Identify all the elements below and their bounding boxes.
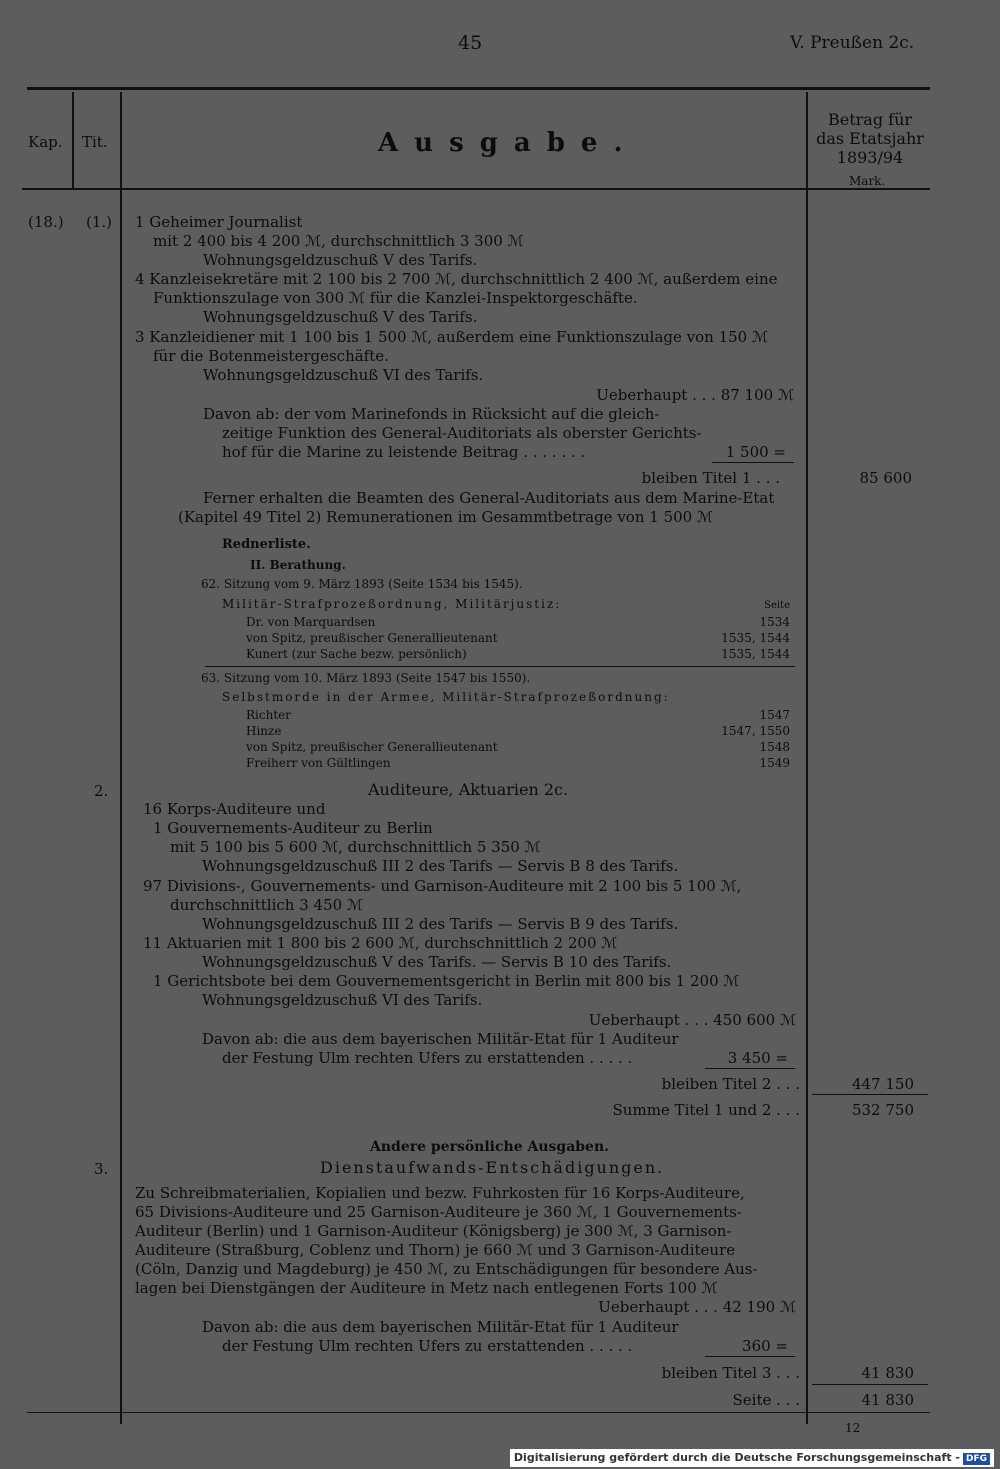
speaker-name: Dr. von Marquardsen xyxy=(246,615,376,629)
text-line: mit 5 100 bis 5 600 ℳ, durchschnittlich 5 350 ℳ xyxy=(170,838,541,856)
column-divider-kap xyxy=(72,92,74,188)
text-line: Funktionszulage von 300 ℳ für die Kanzlei-Inspektorgeschäfte. xyxy=(153,289,638,307)
bottom-rule xyxy=(27,1412,930,1413)
header-bottom-rule xyxy=(22,188,930,190)
text-line: (Cöln, Danzig und Magdeburg) je 450 ℳ, zu Entschädigungen für besondere Aus- xyxy=(135,1260,758,1278)
rednerliste-title: Rednerliste. xyxy=(222,537,311,552)
text-line: 360 = xyxy=(742,1337,788,1355)
text-line: 1 Gouvernements-Auditeur zu Berlin xyxy=(153,819,433,837)
speaker-name: von Spitz, preußischer Generallieutenant xyxy=(246,631,498,645)
amount-titel-1: 85 600 xyxy=(859,469,912,487)
rednerliste-sitzung-63: 63. Sitzung vom 10. März 1893 (Seite 1547 bis 1550). xyxy=(201,671,531,685)
header-betrag xyxy=(810,110,930,167)
rednerliste-entry xyxy=(246,739,790,755)
speaker-name: Kunert (zur Sache bezw. persönlich) xyxy=(246,647,467,661)
header-tit: Tit. xyxy=(82,133,108,151)
text-line: der Festung Ulm rechten Ufers zu erstattenden . . . . . xyxy=(222,1049,633,1067)
digitization-credit-text: Digitalisierung gefördert durch die Deutsche Forschungsgemeinschaft - xyxy=(513,1451,960,1464)
speaker-pages: 1535, 1544 xyxy=(721,647,790,661)
rule xyxy=(812,1384,928,1385)
rednerliste-entry xyxy=(246,630,790,646)
speaker-pages: 1535, 1544 xyxy=(721,631,790,645)
page-number: 45 xyxy=(458,32,483,54)
section-heading-andere: Andere persönliche Ausgaben. xyxy=(370,1139,610,1155)
text-line: 97 Divisions-, Gouvernements- und Garnison-Auditeure mit 2 100 bis 5 100 ℳ, xyxy=(143,877,742,895)
text-line: Ueberhaupt . . . 87 100 ℳ xyxy=(596,386,794,404)
speaker-name: von Spitz, preußischer Generallieutenant xyxy=(246,740,498,754)
text-line: lagen bei Dienstgängen der Auditeure in Metz nach entlegenen Forts 100 ℳ xyxy=(135,1279,718,1297)
text-line: Wohnungsgeldzuschuß V des Tarifs. xyxy=(203,251,478,269)
text-line: 3 Kanzleidiener mit 1 100 bis 1 500 ℳ, außerdem eine Funktionszulage von 150 ℳ xyxy=(135,328,769,346)
rednerliste-topic-62: Militär-Strafprozeßordnung, Militärjustiz: xyxy=(222,597,562,611)
rule xyxy=(705,1068,795,1069)
rednerliste-entry xyxy=(246,614,790,630)
text-line: Zu Schreibmaterialien, Kopialien und bezw. Fuhrkosten für 16 Korps-Auditeure, xyxy=(135,1184,745,1202)
rednerliste-entry xyxy=(246,755,790,771)
text-line: Wohnungsgeldzuschuß V des Tarifs. — Servis B 10 des Tarifs. xyxy=(202,953,672,971)
header-ausgabe: Ausgabe. xyxy=(378,128,639,158)
text-line: für die Botenmeistergeschäfte. xyxy=(153,347,389,365)
digitization-credit xyxy=(510,1449,994,1467)
text-line: Davon ab: der vom Marinefonds in Rücksicht auf die gleich- xyxy=(203,405,660,423)
text-line: 11 Aktuarien mit 1 800 bis 2 600 ℳ, durchschnittlich 2 200 ℳ xyxy=(143,934,618,952)
speaker-pages: 1547 xyxy=(759,708,790,722)
text-line: 1 Gerichtsbote bei dem Gouvernementsgericht in Berlin mit 800 bis 1 200 ℳ xyxy=(153,972,740,990)
rednerliste-entry xyxy=(246,646,790,662)
text-line: mit 2 400 bis 4 200 ℳ, durchschnittlich 3 300 ℳ xyxy=(153,232,524,250)
tit-2: 2. xyxy=(94,782,109,800)
text-line: Ferner erhalten die Beamten des General-Auditoriats aus dem Marine-Etat xyxy=(203,489,775,507)
text-line: Wohnungsgeldzuschuß III 2 des Tarifs — Servis B 8 des Tarifs. xyxy=(202,857,679,875)
text-line: bleiben Titel 2 . . . xyxy=(661,1075,800,1093)
rule xyxy=(712,462,794,463)
header-betrag-line1: Betrag für xyxy=(827,110,913,129)
text-line: Wohnungsgeldzuschuß V des Tarifs. xyxy=(203,308,478,326)
section-heading-auditeure: Auditeure, Aktuarien 2c. xyxy=(368,780,569,799)
text-line: der Festung Ulm rechten Ufers zu erstattenden . . . . . xyxy=(222,1337,633,1355)
running-title: V. Preußen 2c. xyxy=(790,33,915,53)
speaker-pages: 1547, 1550 xyxy=(721,724,790,738)
rednerliste-beratung: II. Berathung. xyxy=(250,558,346,572)
text-line: hof für die Marine zu leistende Beitrag . . . . . . . xyxy=(222,443,586,461)
rule xyxy=(205,666,795,667)
text-line: 16 Korps-Auditeure und xyxy=(143,800,326,818)
tit-1: (1.) xyxy=(86,213,113,231)
text-line: 4 Kanzleisekretäre mit 2 100 bis 2 700 ℳ, durchschnittlich 2 400 ℳ, außerdem eine xyxy=(135,270,778,288)
text-line: 1 Geheimer Journalist xyxy=(135,213,303,231)
column-divider-betrag xyxy=(806,92,808,1424)
text-line: Wohnungsgeldzuschuß VI des Tarifs. xyxy=(202,991,483,1009)
text-line: Auditeure (Straßburg, Coblenz und Thorn) je 660 ℳ und 3 Garnison-Auditeure xyxy=(135,1241,736,1259)
rednerliste-topic-63: Selbstmorde in der Armee, Militär-Strafprozeßordnung: xyxy=(222,690,670,704)
speaker-pages: 1548 xyxy=(759,740,790,754)
text-line: Ueberhaupt . . . 450 600 ℳ xyxy=(588,1011,796,1029)
text-line: Davon ab: die aus dem bayerischen Militär-Etat für 1 Auditeur xyxy=(202,1318,679,1336)
speaker-name: Freiherr von Gültlingen xyxy=(246,756,391,770)
header-betrag-line2: das Etatsjahr xyxy=(816,129,924,148)
text-line: durchschnittlich 3 450 ℳ xyxy=(170,896,363,914)
tit-3: 3. xyxy=(94,1160,109,1178)
amount-sum-titel-1-2: 532 750 xyxy=(851,1101,914,1119)
rednerliste-entry xyxy=(246,707,790,723)
amount-seite: 41 830 xyxy=(861,1391,914,1409)
text-line: Ueberhaupt . . . 42 190 ℳ xyxy=(598,1298,796,1316)
dfg-logo: DFG xyxy=(963,1453,990,1465)
header-kap: Kap. xyxy=(28,133,63,151)
text-line: 3 450 = xyxy=(727,1049,788,1067)
header-betrag-line3: 1893/94 xyxy=(836,148,904,167)
amount-titel-2: 447 150 xyxy=(851,1075,914,1093)
text-line: 65 Divisions-Auditeure und 25 Garnison-Auditeure je 360 ℳ, 1 Gouvernements- xyxy=(135,1203,742,1221)
rednerliste-seite-label: Seite xyxy=(764,600,790,611)
text-line: 1 500 = xyxy=(725,443,786,461)
text-line: Wohnungsgeldzuschuß VI des Tarifs. xyxy=(203,366,484,384)
text-line: Summe Titel 1 und 2 . . . xyxy=(612,1101,800,1119)
rule xyxy=(705,1356,795,1357)
top-rule xyxy=(27,87,930,90)
kap-value: (18.) xyxy=(28,213,64,231)
rule xyxy=(812,1094,928,1095)
text-line: bleiben Titel 1 . . . xyxy=(641,469,780,487)
text-line: (Kapitel 49 Titel 2) Remunerationen im Gesammtbetrage von 1 500 ℳ xyxy=(178,508,714,526)
speaker-name: Richter xyxy=(246,708,291,722)
text-line: Wohnungsgeldzuschuß III 2 des Tarifs — Servis B 9 des Tarifs. xyxy=(202,915,679,933)
speaker-pages: 1549 xyxy=(759,756,790,770)
section-heading-dienstaufwand: Dienstaufwands-Entschädigungen. xyxy=(320,1158,665,1177)
column-divider-tit xyxy=(120,92,122,1424)
rednerliste-sitzung-62: 62. Sitzung vom 9. März 1893 (Seite 1534 bis 1545). xyxy=(201,577,523,591)
text-line: Seite . . . xyxy=(732,1391,800,1409)
text-line: bleiben Titel 3 . . . xyxy=(661,1364,800,1382)
speaker-name: Hinze xyxy=(246,724,282,738)
text-line: zeitige Funktion des General-Auditoriats als oberster Gerichts- xyxy=(222,424,702,442)
printer-signature: 12 xyxy=(845,1421,861,1435)
header-unit: Mark. xyxy=(849,174,886,188)
amount-titel-3: 41 830 xyxy=(861,1364,914,1382)
rednerliste-entry xyxy=(246,723,790,739)
text-line: Davon ab: die aus dem bayerischen Militär-Etat für 1 Auditeur xyxy=(202,1030,679,1048)
text-line: Auditeur (Berlin) und 1 Garnison-Auditeur (Königsberg) je 300 ℳ, 3 Garnison- xyxy=(135,1222,732,1240)
speaker-pages: 1534 xyxy=(759,615,790,629)
